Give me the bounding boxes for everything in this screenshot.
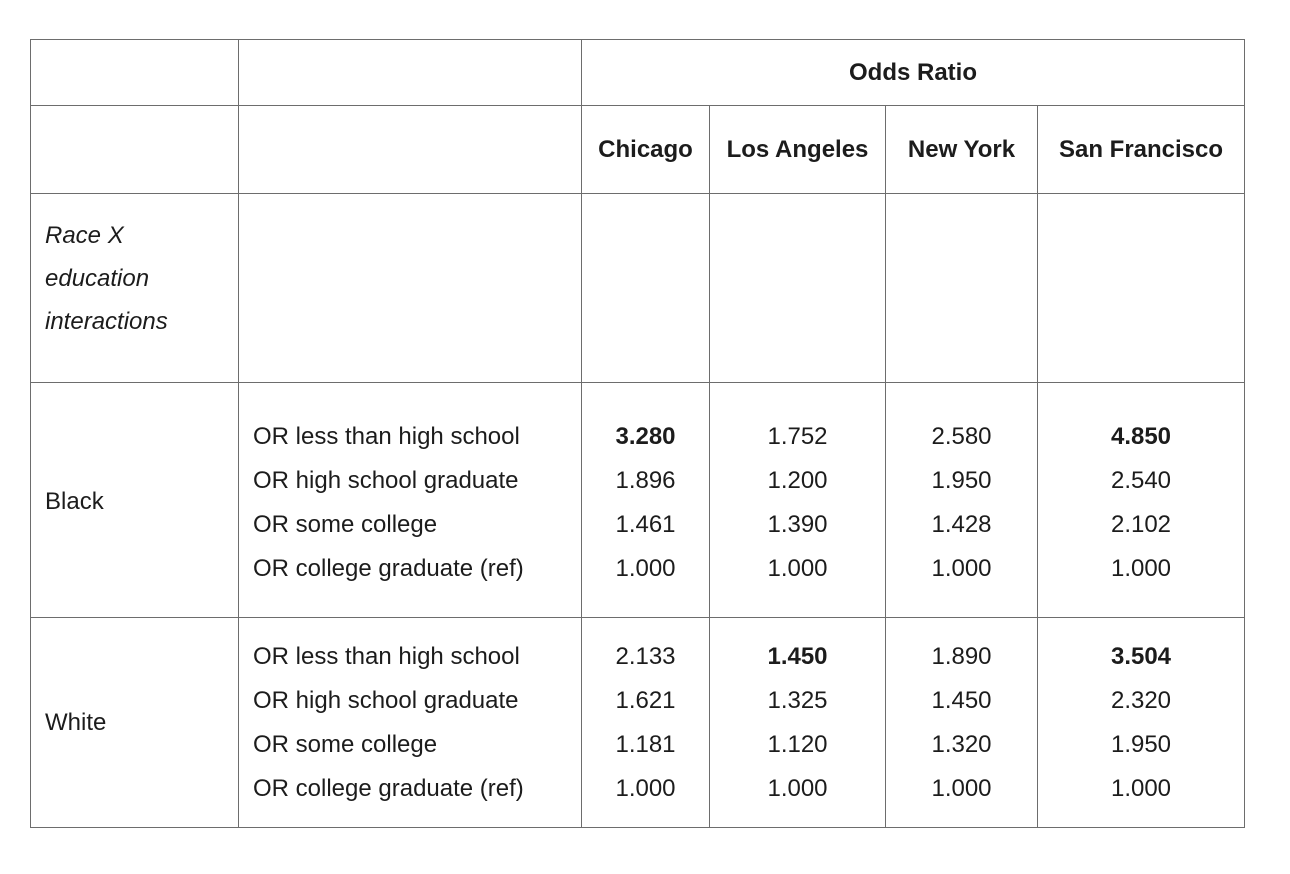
odds-value: 3.280 bbox=[615, 423, 676, 450]
education-levels-black bbox=[239, 383, 582, 618]
values-white-san-francisco bbox=[1038, 618, 1245, 828]
city-header-chicago: Chicago bbox=[582, 106, 710, 194]
race-label-line: education bbox=[45, 265, 150, 292]
odds-value: 1.621 bbox=[615, 686, 676, 714]
race-label-line: interactions bbox=[45, 308, 168, 335]
odds-value: 2.320 bbox=[1110, 686, 1172, 714]
education-level: OR less than high school bbox=[253, 642, 520, 670]
values-white-chicago bbox=[582, 618, 710, 828]
odds-value: 1.752 bbox=[767, 423, 828, 450]
odds-value: 2.133 bbox=[615, 642, 676, 670]
group-row-black bbox=[31, 383, 1245, 618]
odds-value: 1.000 bbox=[1110, 555, 1172, 582]
odds-value: 1.890 bbox=[931, 642, 992, 670]
group-label-black: Black bbox=[31, 383, 239, 618]
odds-value: 1.325 bbox=[767, 686, 828, 714]
values-black-san-francisco bbox=[1038, 383, 1245, 618]
empty-cell bbox=[886, 194, 1038, 383]
odds-value: 1.000 bbox=[767, 774, 828, 802]
education-level: OR college graduate (ref) bbox=[253, 774, 524, 802]
education-levels-white bbox=[239, 618, 582, 828]
empty-cell bbox=[239, 106, 582, 194]
odds-ratio-header: Odds Ratio bbox=[582, 40, 1245, 106]
odds-value: 1.320 bbox=[931, 730, 992, 758]
title-row bbox=[31, 40, 1245, 106]
education-level: OR some college bbox=[253, 511, 438, 538]
odds-value: 1.000 bbox=[767, 555, 828, 582]
odds-value: 1.390 bbox=[767, 511, 828, 538]
odds-value: 1.120 bbox=[767, 730, 828, 758]
odds-value: 1.181 bbox=[615, 730, 676, 758]
odds-value: 1.461 bbox=[615, 511, 676, 538]
odds-value: 1.450 bbox=[767, 642, 828, 670]
odds-value: 1.000 bbox=[931, 774, 992, 802]
empty-cell bbox=[239, 40, 582, 106]
empty-cell bbox=[1038, 194, 1245, 383]
race-education-row bbox=[31, 194, 1245, 383]
values-black-chicago bbox=[582, 383, 710, 618]
empty-cell bbox=[239, 194, 582, 383]
values-black-new-york bbox=[886, 383, 1038, 618]
odds-value: 1.000 bbox=[1110, 774, 1172, 802]
values-white-los-angeles bbox=[710, 618, 886, 828]
odds-value: 1.950 bbox=[1110, 730, 1172, 758]
city-header-row bbox=[31, 106, 1245, 194]
odds-value: 3.504 bbox=[1110, 642, 1172, 670]
city-header-san-francisco: San Francisco bbox=[1038, 106, 1245, 194]
odds-value: 1.450 bbox=[931, 686, 992, 714]
race-education-label bbox=[31, 194, 239, 383]
values-white-new-york bbox=[886, 618, 1038, 828]
odds-value: 1.428 bbox=[931, 511, 992, 538]
odds-value: 1.950 bbox=[931, 467, 992, 494]
group-row-white bbox=[31, 618, 1245, 828]
city-header-los-angeles: Los Angeles bbox=[710, 106, 886, 194]
odds-value: 2.540 bbox=[1110, 467, 1172, 494]
values-black-los-angeles bbox=[710, 383, 886, 618]
odds-ratio-table bbox=[30, 39, 1245, 828]
odds-value: 2.580 bbox=[931, 423, 992, 450]
odds-value: 1.000 bbox=[931, 555, 992, 582]
odds-value: 1.000 bbox=[615, 555, 676, 582]
empty-cell bbox=[582, 194, 710, 383]
education-level: OR high school graduate bbox=[253, 686, 519, 714]
group-label-white: White bbox=[31, 618, 239, 828]
education-level: OR some college bbox=[253, 730, 438, 758]
education-level: OR college graduate (ref) bbox=[253, 555, 524, 582]
empty-cell bbox=[710, 194, 886, 383]
city-header-new-york: New York bbox=[886, 106, 1038, 194]
education-level: OR less than high school bbox=[253, 423, 520, 450]
empty-cell bbox=[31, 40, 239, 106]
odds-value: 4.850 bbox=[1110, 423, 1172, 450]
odds-value: 1.896 bbox=[615, 467, 676, 494]
odds-value: 1.000 bbox=[615, 774, 676, 802]
race-label-line: Race X bbox=[45, 222, 124, 249]
empty-cell bbox=[31, 106, 239, 194]
odds-value: 2.102 bbox=[1110, 511, 1172, 538]
education-level: OR high school graduate bbox=[253, 467, 519, 494]
odds-value: 1.200 bbox=[767, 467, 828, 494]
